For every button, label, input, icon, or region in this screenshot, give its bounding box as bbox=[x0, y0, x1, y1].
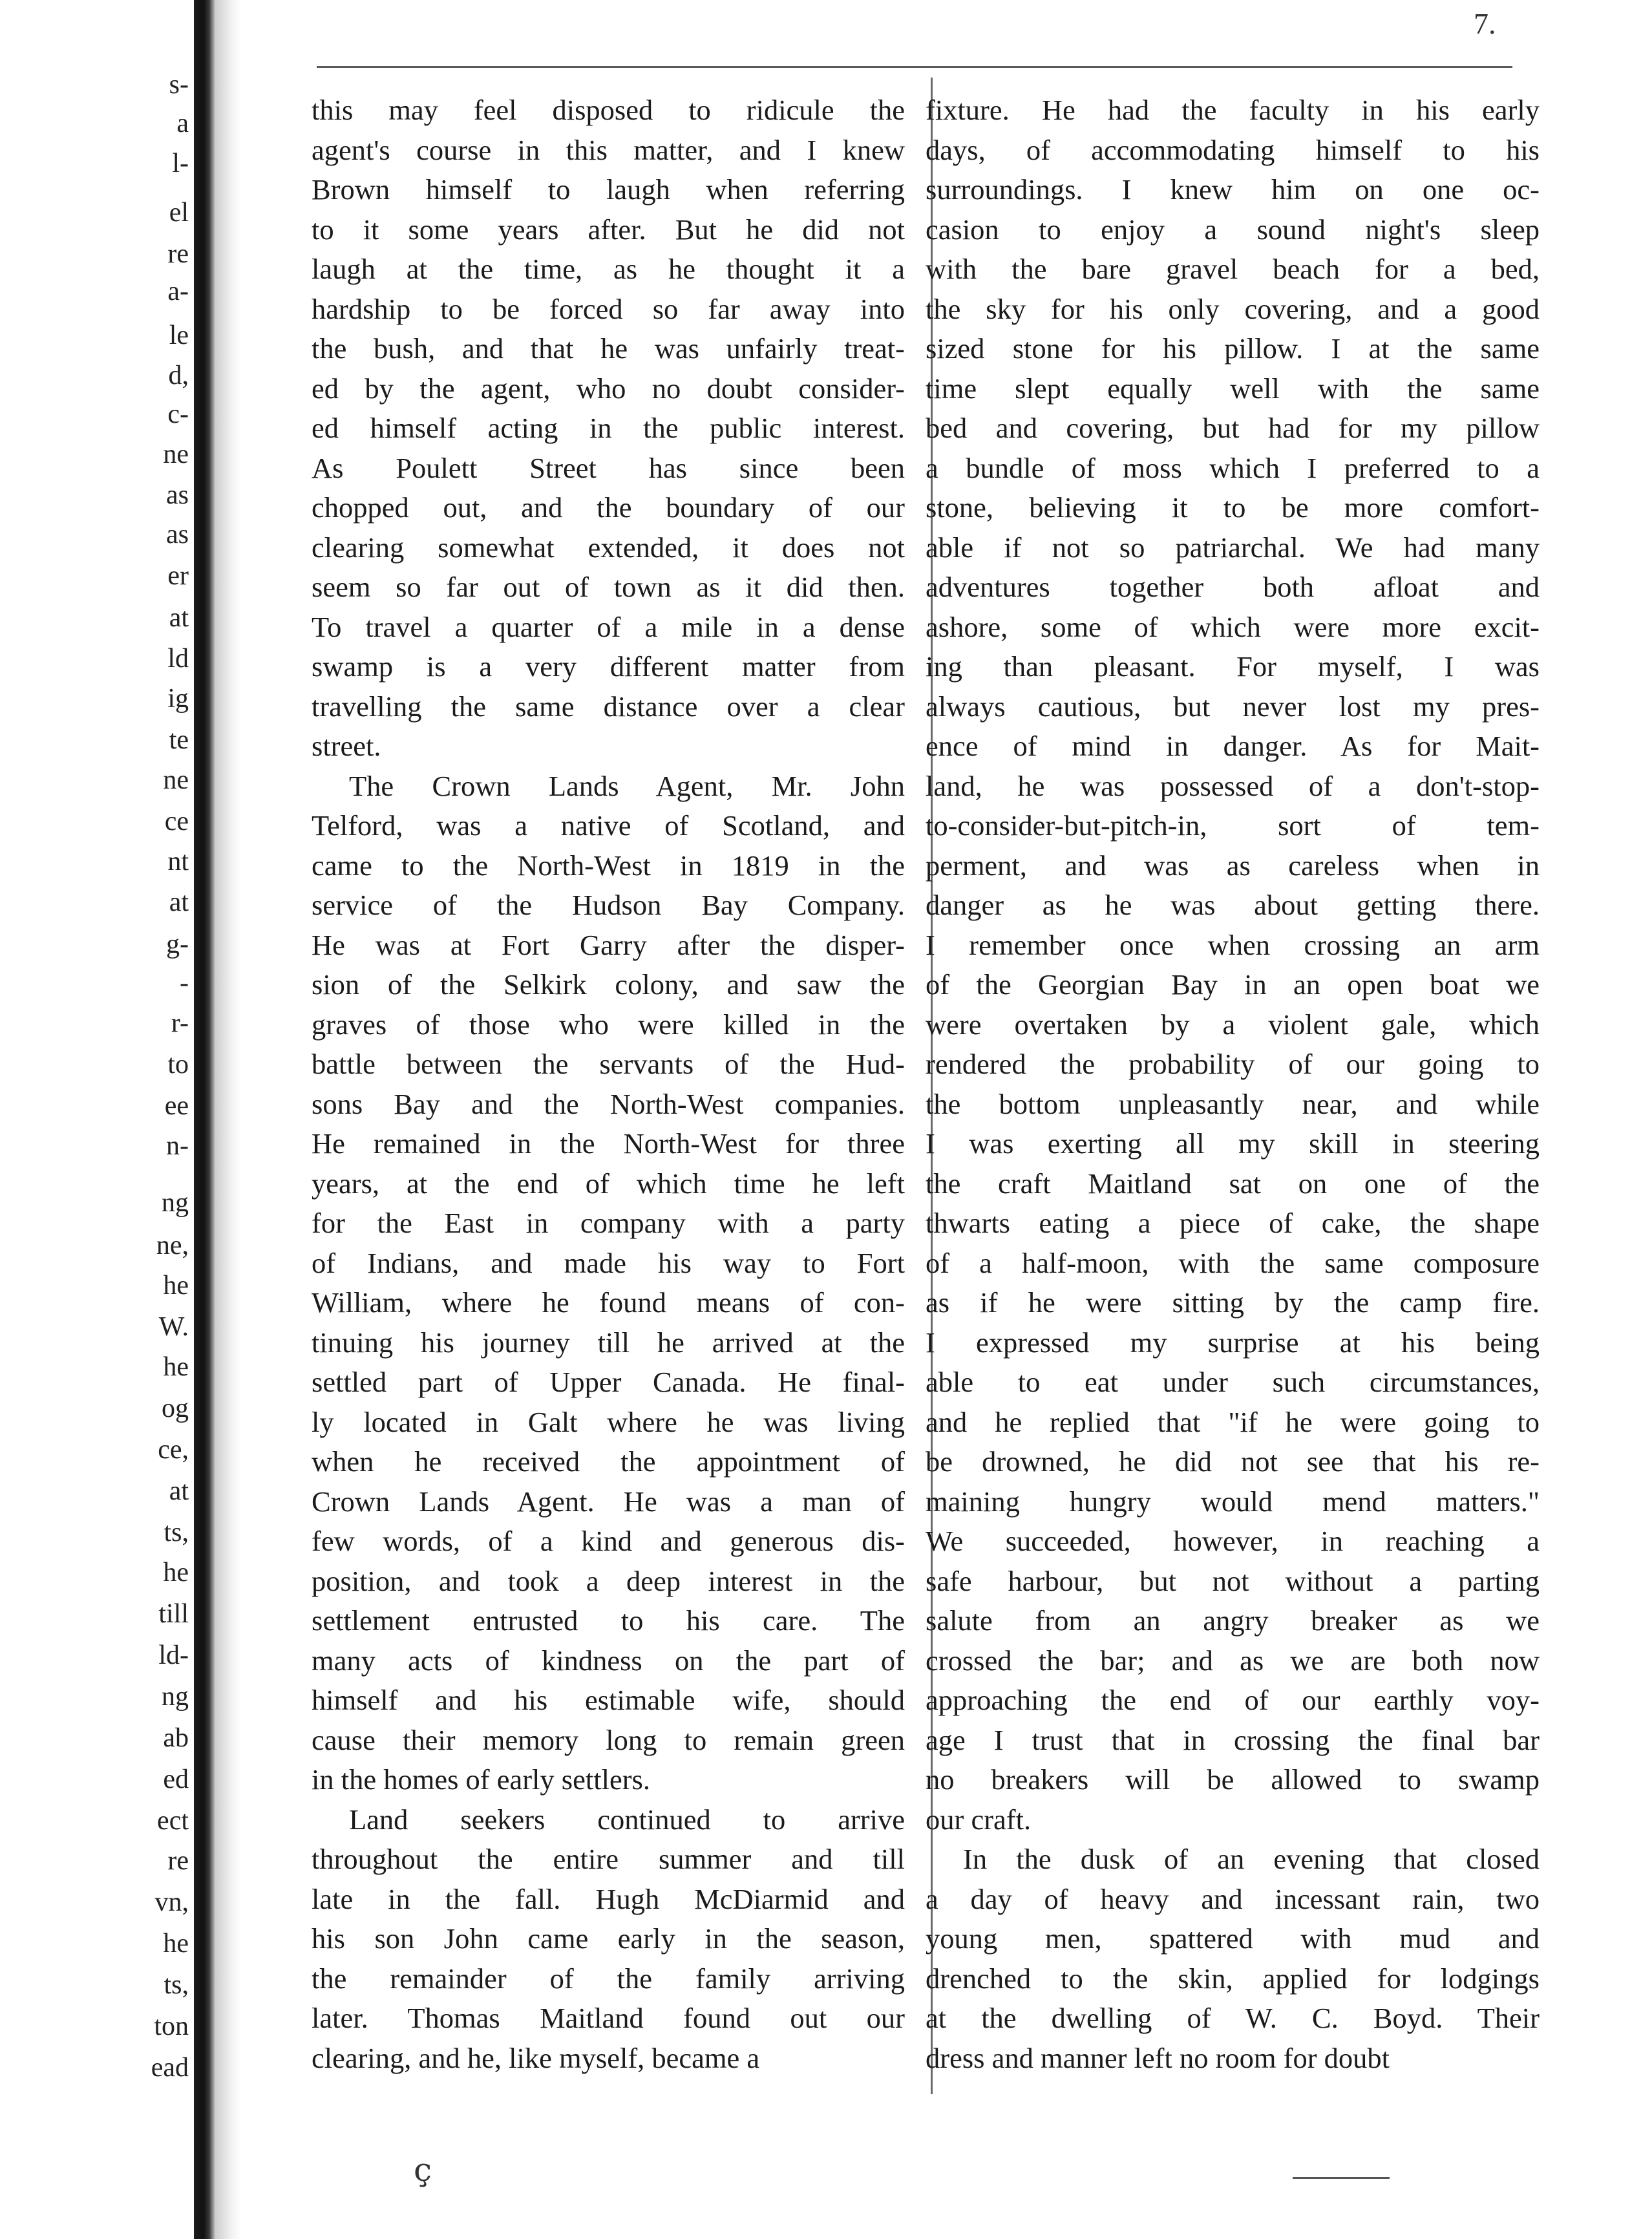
text-line: service of the Hudson Bay Company. bbox=[312, 889, 905, 921]
text-line: be drowned, he did not see that his re- bbox=[926, 1445, 1540, 1478]
adjacent-page-margin bbox=[0, 0, 194, 2239]
margin-fragment: c- bbox=[167, 399, 189, 429]
text-line: sized stone for his pillow. I at the same bbox=[926, 332, 1540, 365]
margin-fragment: ton bbox=[154, 2011, 189, 2041]
text-line: ashore, some of which were more excit- bbox=[926, 610, 1540, 643]
text-line: casion to enjoy a sound night's sleep bbox=[926, 213, 1540, 246]
text-line: He remained in the North-West for three bbox=[312, 1127, 905, 1160]
text-line: ing than pleasant. For myself, I was bbox=[926, 650, 1540, 683]
margin-fragment: g- bbox=[166, 929, 189, 959]
text-line: We succeeded, however, in reaching a bbox=[926, 1525, 1540, 1557]
margin-fragment: a- bbox=[167, 277, 189, 306]
text-line: He was at Fort Garry after the disper- bbox=[312, 928, 905, 961]
text-line: always cautious, but never lost my pres- bbox=[926, 690, 1540, 723]
margin-fragment: as bbox=[166, 480, 189, 510]
text-line: drenched to the skin, applied for lodgings bbox=[926, 1962, 1540, 1995]
text-line: Crown Lands Agent. He was a man of bbox=[312, 1485, 905, 1518]
margin-fragment: nt bbox=[167, 847, 189, 876]
margin-fragment: ed bbox=[163, 1765, 189, 1794]
text-line: when he received the appointment of bbox=[312, 1445, 905, 1478]
text-line: throughout the entire summer and till bbox=[312, 1843, 905, 1875]
text-line: himself and his estimable wife, should bbox=[312, 1684, 905, 1716]
text-line: years, at the end of which time he left bbox=[312, 1167, 905, 1200]
text-line: graves of those who were killed in the bbox=[312, 1008, 905, 1041]
text-line: battle between the servants of the Hud- bbox=[312, 1048, 905, 1080]
text-line: no breakers will be allowed to swamp bbox=[926, 1763, 1540, 1796]
margin-fragment: te bbox=[169, 725, 189, 755]
text-line: sons Bay and the North-West companies. bbox=[312, 1087, 905, 1120]
text-line: maining hungry would mend matters." bbox=[926, 1485, 1540, 1518]
text-line: rendered the probability of our going to bbox=[926, 1048, 1540, 1080]
text-line: swamp is a very different matter from bbox=[312, 650, 905, 683]
text-line: In the dusk of an evening that closed bbox=[963, 1843, 1540, 1875]
text-line: age I trust that in crossing the final bar bbox=[926, 1723, 1540, 1756]
bottom-ink-mark: ç bbox=[414, 2151, 432, 2189]
text-line: young men, spattered with mud and bbox=[926, 1922, 1540, 1955]
text-line: I remember once when crossing an arm bbox=[926, 928, 1540, 961]
margin-fragment: at bbox=[169, 1476, 189, 1506]
page-number: 7. bbox=[1474, 7, 1496, 40]
book-gutter bbox=[194, 0, 216, 2239]
text-line: tinuing his journey till he arrived at the bbox=[312, 1326, 905, 1359]
text-line: The Crown Lands Agent, Mr. John bbox=[349, 769, 905, 802]
text-line: ly located in Galt where he was living bbox=[312, 1405, 905, 1438]
text-line: of a half-moon, with the same composure bbox=[926, 1246, 1540, 1279]
margin-fragment: el bbox=[169, 198, 189, 228]
text-line: Brown himself to laugh when referring bbox=[312, 173, 905, 206]
text-line: late in the fall. Hugh McDiarmid and bbox=[312, 1882, 905, 1915]
margin-fragment: ect bbox=[157, 1806, 189, 1836]
text-line: a day of heavy and incessant rain, two bbox=[926, 1882, 1540, 1915]
text-line: Telford, was a native of Scotland, and bbox=[312, 809, 905, 842]
text-line: many acts of kindness on the part of bbox=[312, 1644, 905, 1677]
text-line: settlement entrusted to his care. The bbox=[312, 1604, 905, 1637]
margin-fragment: at bbox=[169, 887, 189, 917]
header-rule bbox=[317, 66, 1512, 68]
text-line: travelling the same distance over a clear bbox=[312, 690, 905, 723]
margin-fragment: at bbox=[169, 603, 189, 633]
margin-fragment: ts, bbox=[164, 1970, 189, 2000]
text-line: a bundle of moss which I preferred to a bbox=[926, 451, 1540, 484]
text-line: clearing, and he, like myself, became a bbox=[312, 2041, 760, 2074]
margin-fragment: ead bbox=[151, 2053, 189, 2083]
margin-fragment: he bbox=[163, 1929, 189, 1958]
text-line: I expressed my surprise at his being bbox=[926, 1326, 1540, 1359]
margin-fragment: ld bbox=[167, 644, 189, 674]
text-line: days, of accommodating himself to his bbox=[926, 133, 1540, 166]
text-line: bed and covering, but had for my pillow bbox=[926, 412, 1540, 444]
text-line: time slept equally well with the same bbox=[926, 372, 1540, 405]
text-line: approaching the end of our earthly voy- bbox=[926, 1684, 1540, 1716]
text-line: land, he was possessed of a don't-stop- bbox=[926, 769, 1540, 802]
text-line: of the Georgian Bay in an open boat we bbox=[926, 968, 1540, 1001]
text-line: at the dwelling of W. C. Boyd. Their bbox=[926, 2002, 1540, 2034]
margin-fragment: till bbox=[158, 1599, 189, 1629]
margin-fragment: ne, bbox=[156, 1231, 189, 1260]
gutter-shadow bbox=[216, 0, 242, 2239]
text-line: this may feel disposed to ridicule the bbox=[312, 94, 905, 126]
text-line: the sky for his only covering, and a good bbox=[926, 292, 1540, 325]
text-line: to-consider-but-pitch-in, sort of tem- bbox=[926, 809, 1540, 842]
text-line: our craft. bbox=[926, 1803, 1032, 1836]
text-line: cause their memory long to remain green bbox=[312, 1723, 905, 1756]
margin-fragment: n- bbox=[166, 1131, 189, 1161]
text-line: seem so far out of town as it did then. bbox=[312, 571, 905, 603]
margin-fragment: ld- bbox=[158, 1640, 189, 1670]
text-line: hardship to be forced so far away into bbox=[312, 292, 905, 325]
margin-fragment: re bbox=[167, 239, 189, 269]
text-line: street. bbox=[312, 730, 381, 762]
text-line: of Indians, and made his way to Fort bbox=[312, 1246, 905, 1279]
margin-fragment: l- bbox=[172, 149, 189, 178]
text-line: able to eat under such circumstances, bbox=[926, 1366, 1540, 1398]
margin-fragment: ab bbox=[163, 1723, 189, 1753]
text-line: in the homes of early settlers. bbox=[312, 1763, 650, 1796]
left-text-column bbox=[312, 90, 905, 2078]
margin-fragment: d, bbox=[168, 361, 189, 390]
text-line: were overtaken by a violent gale, which bbox=[926, 1008, 1540, 1041]
margin-fragment: le bbox=[169, 321, 189, 350]
text-line: stone, believing it to be more comfort- bbox=[926, 491, 1540, 524]
text-line: the remainder of the family arriving bbox=[312, 1962, 905, 1995]
text-line: chopped out, and the boundary of our bbox=[312, 491, 905, 524]
text-line: adventures together both afloat and bbox=[926, 571, 1540, 603]
text-line: danger as he was about getting there. bbox=[926, 889, 1540, 921]
text-line: Land seekers continued to arrive bbox=[349, 1803, 905, 1836]
text-line: clearing somewhat extended, it does not bbox=[312, 531, 905, 564]
text-line: ed by the agent, who no doubt consider- bbox=[312, 372, 905, 405]
text-line: perment, and was as careless when in bbox=[926, 849, 1540, 882]
text-line: salute from an angry breaker as we bbox=[926, 1604, 1540, 1637]
text-line: dress and manner left no room for doubt bbox=[926, 2041, 1390, 2074]
text-line: position, and took a deep interest in the bbox=[312, 1564, 905, 1597]
text-line: William, where he found means of con- bbox=[312, 1286, 905, 1319]
bottom-dash-mark bbox=[1293, 2177, 1390, 2179]
text-line: settled part of Upper Canada. He final- bbox=[312, 1366, 905, 1398]
text-line: able if not so patriarchal. We had many bbox=[926, 531, 1540, 564]
text-line: few words, of a kind and generous dis- bbox=[312, 1525, 905, 1557]
margin-fragment: a bbox=[176, 109, 189, 138]
text-line: fixture. He had the faculty in his early bbox=[926, 94, 1540, 126]
margin-fragment: ce, bbox=[158, 1435, 189, 1465]
text-line: crossed the bar; and as we are both now bbox=[926, 1644, 1540, 1677]
margin-fragment: s- bbox=[169, 70, 189, 100]
margin-fragment: ig bbox=[167, 684, 189, 714]
text-line: sion of the Selkirk colony, and saw the bbox=[312, 968, 905, 1001]
margin-fragment: ce bbox=[164, 807, 189, 836]
margin-fragment: - bbox=[180, 968, 189, 998]
margin-fragment: ng bbox=[162, 1188, 189, 1218]
margin-fragment: ng bbox=[162, 1682, 189, 1712]
text-line: laugh at the time, as he thought it a bbox=[312, 253, 905, 285]
text-line: his son John came early in the season, bbox=[312, 1922, 905, 1955]
text-line: came to the North-West in 1819 in the bbox=[312, 849, 905, 882]
text-line: safe harbour, but not without a parting bbox=[926, 1564, 1540, 1597]
margin-fragment: ne bbox=[163, 765, 189, 795]
text-line: as if he were sitting by the camp fire. bbox=[926, 1286, 1540, 1319]
text-line: the bush, and that he was unfairly treat- bbox=[312, 332, 905, 365]
margin-fragment: ts, bbox=[164, 1518, 189, 1547]
text-line: To travel a quarter of a mile in a dense bbox=[312, 610, 905, 643]
text-line: surroundings. I knew him on one oc- bbox=[926, 173, 1540, 206]
margin-fragment: ne bbox=[163, 440, 189, 469]
text-line: to it some years after. But he did not bbox=[312, 213, 905, 246]
text-line: agent's course in this matter, and I knew bbox=[312, 133, 905, 166]
text-line: I was exerting all my skill in steering bbox=[926, 1127, 1540, 1160]
text-line: ence of mind in danger. As for Mait- bbox=[926, 730, 1540, 762]
text-line: later. Thomas Maitland found out our bbox=[312, 2002, 905, 2034]
text-line: and he replied that "if he were going to bbox=[926, 1405, 1540, 1438]
margin-fragment: og bbox=[162, 1394, 189, 1423]
text-line: As Poulett Street has since been bbox=[312, 451, 905, 484]
text-line: with the bare gravel beach for a bed, bbox=[926, 253, 1540, 285]
margin-fragment: r- bbox=[171, 1008, 189, 1038]
text-line: the bottom unpleasantly near, and while bbox=[926, 1087, 1540, 1120]
margin-fragment: re bbox=[167, 1846, 189, 1876]
margin-fragment: to bbox=[167, 1050, 189, 1079]
margin-fragment: er bbox=[167, 561, 189, 591]
right-text-column bbox=[926, 90, 1540, 2078]
margin-fragment: he bbox=[163, 1352, 189, 1382]
margin-fragment: W. bbox=[158, 1312, 189, 1342]
text-line: for the East in company with a party bbox=[312, 1207, 905, 1239]
margin-fragment: he bbox=[163, 1271, 189, 1300]
margin-fragment: as bbox=[166, 520, 189, 549]
margin-fragment: ee bbox=[164, 1091, 189, 1121]
margin-fragment: he bbox=[163, 1558, 189, 1587]
text-line: ed himself acting in the public interest. bbox=[312, 412, 905, 444]
margin-fragment: vn, bbox=[154, 1887, 189, 1917]
text-line: thwarts eating a piece of cake, the shape bbox=[926, 1207, 1540, 1239]
text-line: the craft Maitland sat on one of the bbox=[926, 1167, 1540, 1200]
